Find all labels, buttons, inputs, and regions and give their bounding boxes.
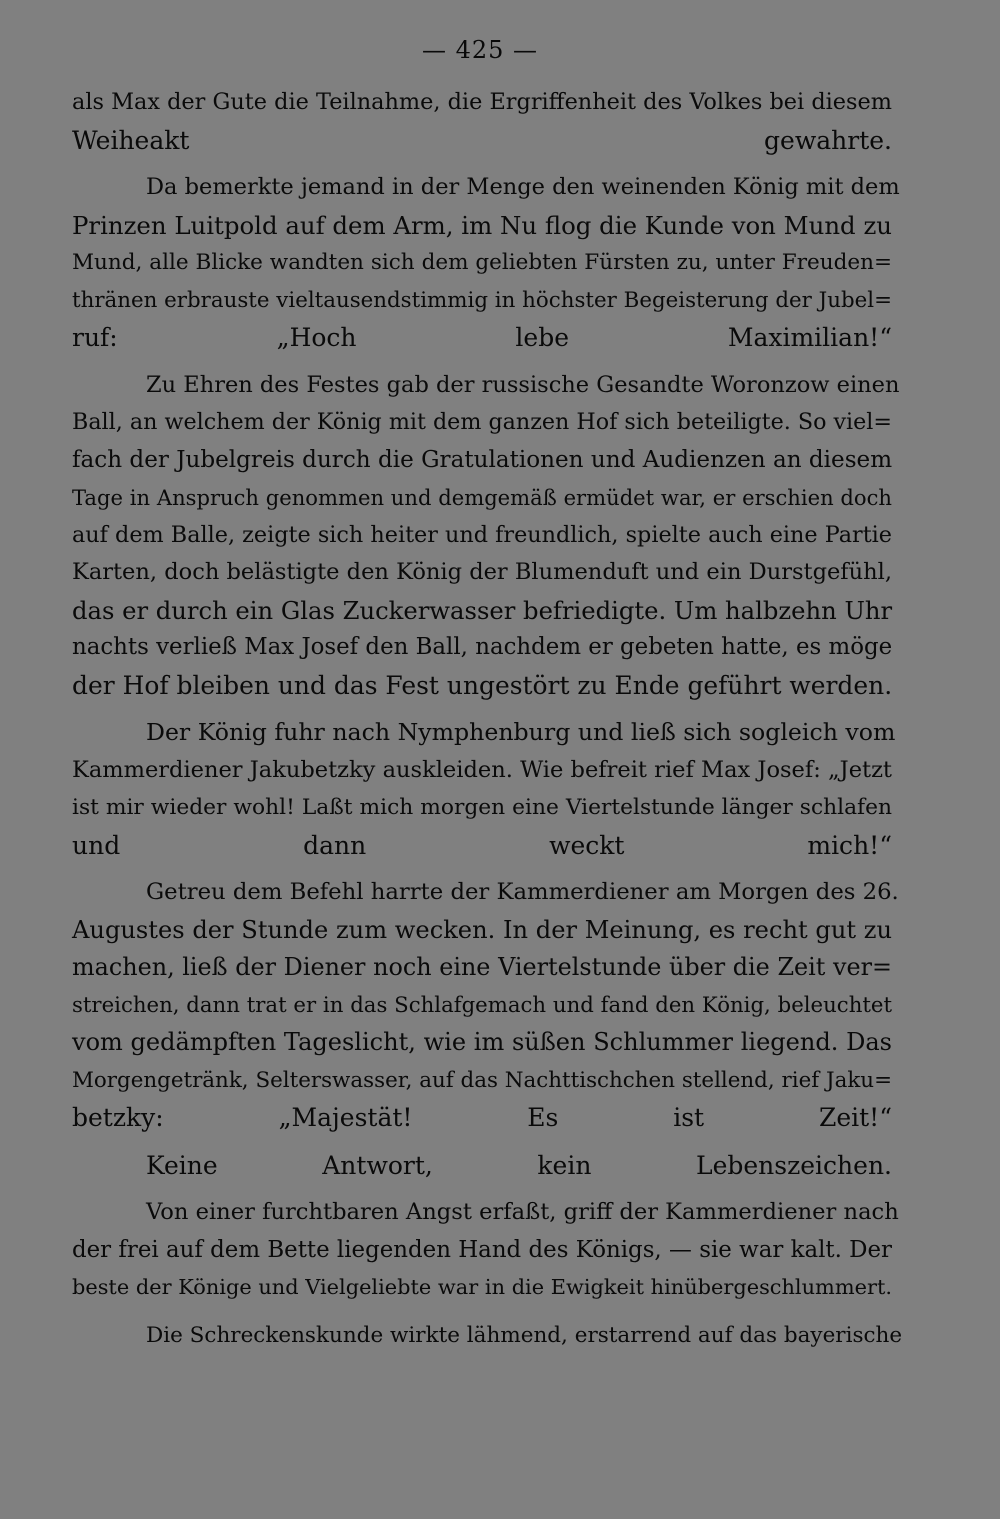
body-text	[72, 84, 903, 1354]
text-line-content: Zu Ehren des Festes gab der russische Gesandte Woronzow einen	[146, 371, 900, 398]
text-line: Karten, doch belästigte den König der Blumenduft und ein Durstgefühl,	[72, 559, 892, 585]
text-line: Prinzen Luitpold auf dem Arm, im Nu flog die Kunde von Mund zu	[72, 210, 892, 240]
text-line: Tage in Anspruch genommen und demgemäß ermüdet war, er erschien doch	[72, 485, 892, 510]
text-line-content: Der König fuhr nach Nymphenburg und ließ sich sogleich vom	[146, 718, 896, 746]
text-line-content: Getreu dem Befehl harrte der Kammerdiener am Morgen des 26.	[146, 879, 899, 905]
text-line: vom gedämpften Tageslicht, wie im süßen Schlummer liegend. Das	[72, 1028, 892, 1056]
text-line-content: Die Schreckenskunde wirkte lähmend, erstarrend auf das bayerische	[146, 1322, 903, 1348]
page-number: — 425 —	[421, 36, 539, 64]
text-line: streichen, dann trat er in das Schlafgemach und fand den König, beleuchtet	[72, 992, 892, 1018]
text-line: Weiheakt gewahrte.	[72, 125, 892, 155]
text-line: Augustes der Stunde zum wecken. In der Meinung, es recht gut zu	[72, 915, 892, 944]
text-line: der frei auf dem Bette liegenden Hand des Königs, — sie war kalt. Der	[72, 1236, 892, 1263]
paragraph	[72, 169, 900, 357]
text-line: nachts verließ Max Josef den Ball, nachdem er gebeten hatte, es möge	[72, 634, 893, 660]
paragraph	[72, 714, 896, 864]
text-line: Morgengetränk, Selterswasser, auf das Nachttischchen stellend, rief Jaku=	[72, 1067, 892, 1093]
text-line-content: Da bemerkte jemand in der Menge den weinenden König mit dem	[146, 174, 900, 200]
paragraph	[72, 367, 900, 705]
text-line: das er durch ein Glas Zuckerwasser befriedigte. Um halbzehn Uhr	[72, 595, 893, 625]
text-line: Ball, an welchem der König mit dem ganzen Hof sich beteiligte. So viel=	[72, 409, 892, 435]
paragraph	[72, 1317, 903, 1355]
text-line: ist mir wieder wohl! Laßt mich morgen eine Viertelstunde länger schlafen	[72, 795, 892, 820]
text-line: fach der Jubelgreis durch die Gratulationen und Audienzen an diesem	[72, 446, 893, 473]
text-line: Mund, alle Blicke wandten sich dem geliebten Fürsten zu, unter Freuden=	[72, 250, 892, 275]
text-line	[72, 1317, 903, 1355]
paragraph	[72, 84, 892, 159]
text-line: und dann weckt mich!“	[72, 830, 892, 860]
text-line: thränen erbrauste vieltausendstimmig in höchster Begeisterung der Jubel=	[72, 287, 892, 313]
text-line-content: Keine Antwort, kein Lebenszeichen.	[146, 1150, 892, 1180]
text-line	[72, 1147, 892, 1185]
text-line: ruf: „Hoch lebe Maximilian!“	[72, 323, 892, 352]
text-line: machen, ließ der Diener noch eine Viertelstunde über die Zeit ver=	[72, 953, 892, 981]
text-line: beste der Könige und Vielgeliebte war in die Ewigkeit hinübergeschlummert.	[72, 1275, 892, 1299]
text-line	[72, 874, 899, 912]
text-line: als Max der Gute die Teilnahme, die Ergriffenheit des Volkes bei diesem	[72, 89, 892, 115]
text-line	[72, 169, 900, 207]
paragraph	[72, 874, 899, 1137]
text-line: auf dem Balle, zeigte sich heiter und freundlich, spielte auch eine Partie	[72, 521, 892, 548]
text-line: betzky: „Majestät! Es ist Zeit!“	[72, 1103, 892, 1132]
text-line-content: Von einer furchtbaren Angst erfaßt, griff der Kammerdiener nach	[146, 1199, 899, 1225]
paragraph	[72, 1147, 892, 1185]
paragraph	[72, 1194, 899, 1307]
text-line	[72, 714, 896, 752]
text-line: Kammerdiener Jakubetzky auskleiden. Wie befreit rief Max Josef: „Jetzt	[72, 756, 892, 783]
text-line	[72, 367, 900, 405]
text-line	[72, 1194, 899, 1232]
text-line: der Hof bleiben und das Fest ungestört zu Ende geführt werden.	[72, 670, 893, 700]
